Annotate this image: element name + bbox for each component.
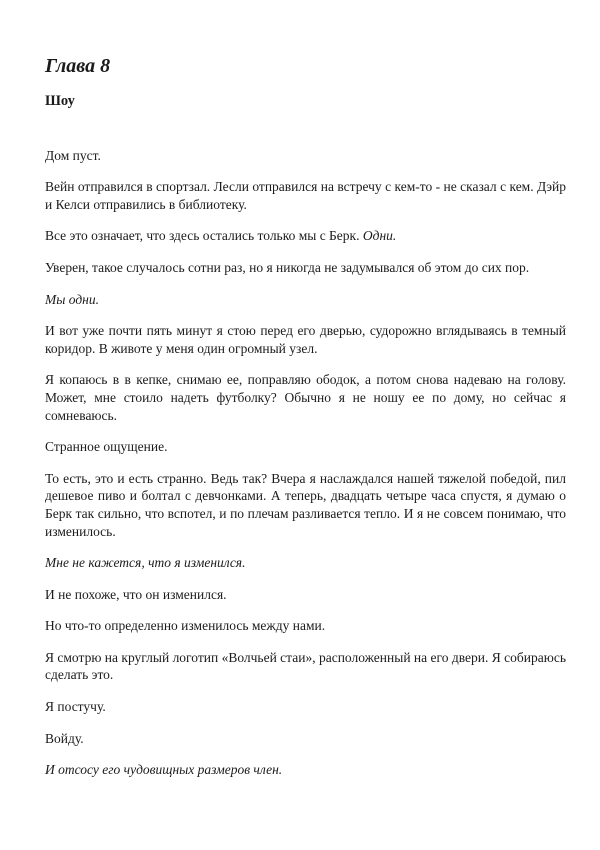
paragraph: Я постучу. bbox=[45, 699, 106, 715]
paragraph-italic: Мы одни. bbox=[45, 291, 99, 307]
paragraph: Уверен, такое случалось сотни раз, но я никогда не задумывался об этом до сих пор. bbox=[45, 259, 530, 275]
paragraph bbox=[45, 227, 566, 245]
paragraph: Я копаюсь в в кепке, снимаю ее, поправляю ободок, а потом снова надеваю на голову. Может, мне стоило надеть футболку? Обычно я не ношу ее по дому, но сейчас я сомневаюсь. bbox=[45, 372, 566, 423]
section-heading: Шоу bbox=[45, 93, 75, 109]
paragraph: И не похоже, что он изменился. bbox=[45, 586, 227, 602]
paragraph-text: Все это означает, что здесь остались только мы с Берк. bbox=[45, 228, 360, 244]
paragraph-italic-suffix: Одни. bbox=[362, 228, 397, 244]
chapter-heading: Глава 8 bbox=[45, 55, 111, 77]
paragraph: Вейн отправился в спортзал. Лесли отправился на встречу с кем-то - не сказал с кем. Дэйр и Келси отправились в библиотеку. bbox=[45, 179, 566, 212]
paragraph-italic: И отсосу его чудовищных размеров член. bbox=[45, 762, 283, 778]
paragraph: То есть, это и есть странно. Ведь так? Вчера я наслаждался нашей тяжелой победой, пил дешевое пиво и болтал с девчонками. А теперь, двадцать четыре часа спустя, я думаю о Берк так сильно, что вспотел, и по плечам разливается тепло. И я не совсем понимаю, что изменилось. bbox=[45, 470, 566, 539]
paragraph: Странное ощущение. bbox=[45, 439, 168, 455]
paragraph: Я смотрю на круглый логотип «Волчьей стаи», расположенный на его двери. Я собираюсь сделать это. bbox=[45, 649, 566, 683]
paragraph-italic: Мне не кажется, что я изменился. bbox=[45, 555, 246, 571]
paragraph: Дом пуст. bbox=[45, 147, 101, 163]
paragraph: Но что-то определенно изменилось между нами. bbox=[45, 618, 326, 634]
paragraph: И вот уже почти пять минут я стою перед его дверью, судорожно вглядываясь в темный коридор. В животе у меня один огромный узел. bbox=[45, 323, 566, 356]
paragraph: Войду. bbox=[45, 730, 84, 746]
